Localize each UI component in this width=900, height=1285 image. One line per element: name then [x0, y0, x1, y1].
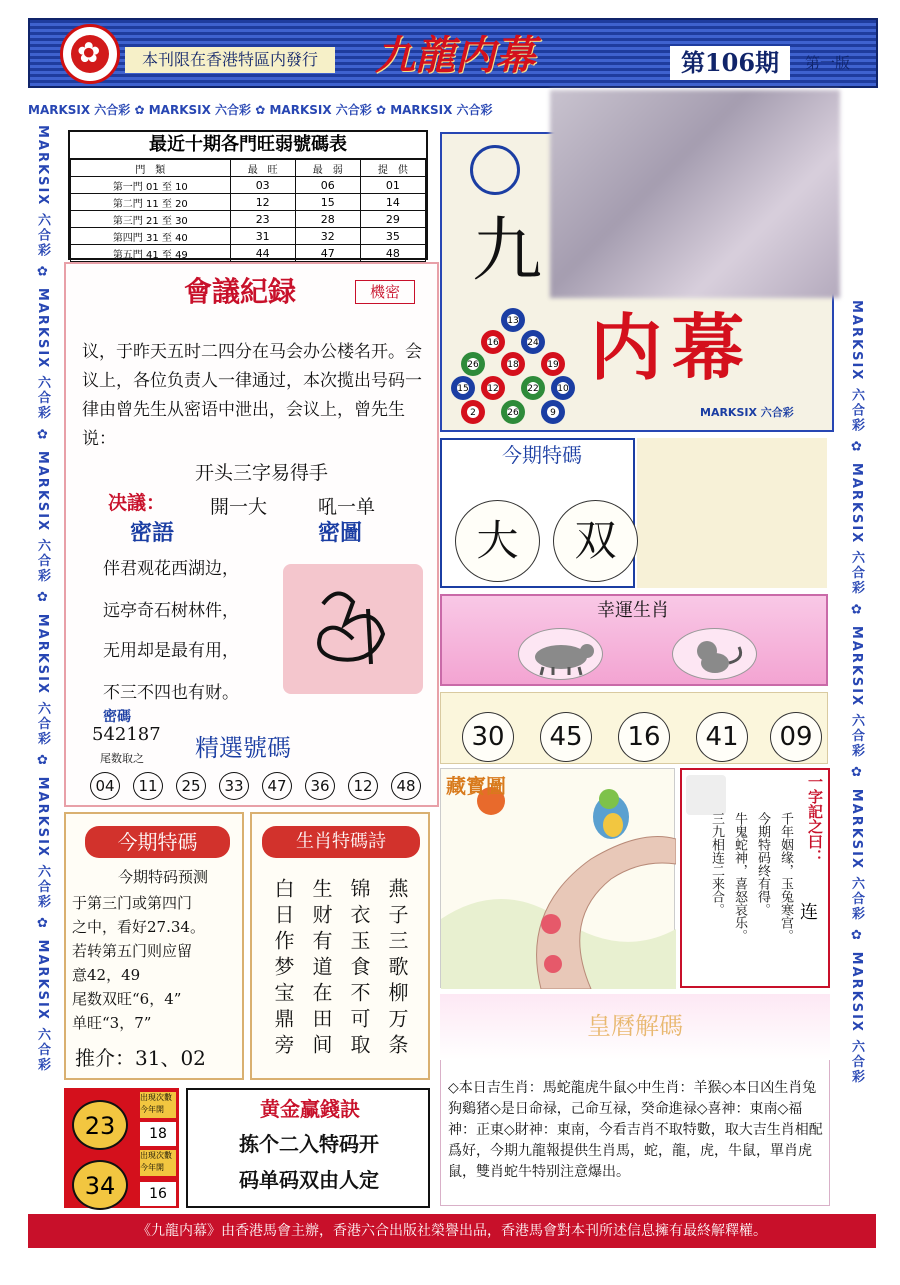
top-brand-strip: MARKSIX 六合彩 ✿ MARKSIX 六合彩 ✿ MARKSIX 六合彩 ✿ MARKSIX 六合彩 [28, 103, 493, 117]
poem-line: 无用却是最有用， [103, 641, 239, 661]
emblem-icon [470, 145, 520, 195]
svg-text:9: 9 [550, 408, 556, 418]
header-cell: 最 弱 [295, 160, 360, 177]
meeting-body: 议，于昨天五时二四分在马会办公楼名开。会议上，各位负责人一律通过，本次揽出号码一律由曾先生从密语中泄出，会议上，曾先生说： [82, 342, 422, 449]
selected-numbers-row [90, 772, 425, 800]
number-ball: 16 [618, 712, 670, 762]
number-ball: 33 [219, 772, 249, 800]
table-row [71, 228, 426, 245]
code-note: 尾数取之 [100, 752, 144, 765]
table-grid [70, 159, 426, 262]
meeting-quote: 开头三字易得手 [195, 462, 329, 484]
hit-label-a: 出現次數 [140, 1093, 172, 1102]
number-ball: 41 [696, 712, 748, 762]
brand-text: MARKSIX 六合彩 [849, 951, 864, 1085]
code-value: 542187 [92, 724, 161, 745]
prediction-line: 之中，看好27.34。 [72, 918, 205, 936]
golden-tip-title: 黄金赢錢訣 [260, 1097, 360, 1121]
confidential-tag: 機密 [355, 280, 415, 304]
table-cell: 03 [230, 177, 295, 194]
table-row [71, 245, 426, 262]
edition-label: 第一版 [805, 54, 851, 72]
number-ball: 30 [462, 712, 514, 762]
table-cell: 15 [295, 194, 360, 211]
prediction-recommendation: 推介：31、02 [75, 1046, 206, 1070]
table-header-row [71, 160, 426, 177]
right-brand-strip: MARKSIX 六合彩 ✿ MARKSIX 六合彩 ✿ MARKSIX 六合彩 ✿ MARKSIX 六合彩 ✿ MARKSIX 六合彩 [842, 300, 870, 1210]
resolution-2: 吼一单 [318, 496, 376, 518]
table-cell: 第五門 41 至 49 [71, 245, 231, 262]
poem-line: 远亭奇石树林件， [103, 601, 239, 621]
hand-icon [686, 775, 726, 815]
number-ball: 09 [770, 712, 822, 762]
brand-text: MARKSIX 六合彩 [849, 788, 864, 922]
table-cell: 12 [230, 194, 295, 211]
one-word-poem-col: 千年姻缘，玉兔寒宫。 [778, 812, 793, 942]
table-cell: 第二門 11 至 20 [71, 194, 231, 211]
footer-disclaimer: 《九龍内幕》由香港馬會主辦，香港六合出版社榮譽出品，香港馬會對本刊所述信息擁有最終解釋權。 [28, 1214, 876, 1248]
number-ball: 48 [391, 772, 421, 800]
table-cell: 44 [230, 245, 295, 262]
banner-title-2: 内幕 [590, 305, 755, 390]
left-brand-strip: MARKSIX 六合彩 ✿ MARKSIX 六合彩 ✿ MARKSIX 六合彩 ✿ MARKSIX 六合彩 ✿ MARKSIX 六合彩 ✿ MARKSIX 六合彩 [28, 125, 56, 1210]
brand-text: MARKSIX 六合彩 [35, 287, 50, 421]
hit-label-b: 今年開 [140, 1163, 164, 1172]
brand-text: MARKSIX 六合彩 [28, 103, 131, 117]
number-ball: 47 [262, 772, 292, 800]
hit-ball: 23 [72, 1100, 128, 1150]
monkey-icon [672, 628, 757, 680]
number-strength-table [68, 130, 428, 260]
banner-brand: MARKSIX 六合彩 [700, 406, 794, 419]
table-cell: 31 [230, 228, 295, 245]
svg-text:2: 2 [470, 408, 476, 418]
brand-text: MARKSIX 六合彩 [849, 300, 864, 433]
prediction-title: 今期特碼 [85, 826, 230, 858]
table-row [71, 194, 426, 211]
brand-text: MARKSIX 六合彩 [849, 462, 864, 596]
hit-label [140, 1150, 176, 1176]
svg-text:15: 15 [457, 384, 469, 394]
header-cell: 門 類 [71, 160, 231, 177]
prediction-line: 若转第五门则应留 [72, 942, 193, 960]
brand-text: MARKSIX 六合彩 [35, 125, 50, 258]
table-cell: 29 [360, 211, 425, 228]
header-cell: 提 供 [360, 160, 425, 177]
lottery-balls-graphic [448, 300, 578, 428]
table-cell: 32 [295, 228, 360, 245]
table-title: 最近十期各門旺弱號碼表 [70, 132, 426, 159]
svg-text:12: 12 [487, 384, 499, 394]
brand-text: MARKSIX 六合彩 [849, 625, 864, 759]
brand-text: MARKSIX 六合彩 [390, 103, 493, 117]
number-ball: 36 [305, 772, 335, 800]
zodiac-poem-title: 生肖特碼詩 [262, 826, 420, 858]
prediction-line: 单旺“3，7” [72, 1014, 152, 1032]
resolution-1: 開一大 [210, 496, 268, 518]
svg-text:10: 10 [557, 384, 569, 394]
svg-text:24: 24 [527, 338, 539, 348]
svg-text:13: 13 [507, 316, 519, 326]
ox-icon [518, 628, 603, 680]
number-ball: 45 [540, 712, 592, 762]
golden-tip-line: 码单码双由人定 [239, 1168, 379, 1192]
table-cell: 01 [360, 177, 425, 194]
brand-text: MARKSIX 六合彩 [35, 450, 50, 584]
number-ball: 04 [90, 772, 120, 800]
table-row [71, 177, 426, 194]
answer-even-ball: 双 [553, 500, 638, 582]
hit-label-a: 出現次數 [140, 1151, 172, 1160]
table-cell: 第四門 31 至 40 [71, 228, 231, 245]
treasure-picture-title: 藏寳圖 [446, 774, 506, 798]
meeting-title: 會議紀録 [183, 275, 296, 308]
hit-ball: 34 [72, 1160, 128, 1210]
svg-text:19: 19 [547, 360, 559, 370]
number-ball: 11 [133, 772, 163, 800]
one-word-poem-col: 三九相连二来合。 [709, 812, 724, 916]
svg-text:26: 26 [467, 360, 479, 370]
zodiac-poem-col: 白日作梦宝鼎旁 [271, 878, 295, 1060]
zodiac-poem-col: 生财有道在田间 [309, 878, 333, 1060]
brand-text: MARKSIX 六合彩 [35, 776, 50, 910]
secret-drawing [283, 564, 423, 694]
prediction-line: 于第三门或第四门 [72, 894, 193, 912]
almanac-body: ◇本日吉生肖：馬蛇龍虎牛鼠◇中生肖：羊猴◇本日凶生肖兔狗鷄猪◇是日命禄，己命互禄，癸命進禄◇喜神：東南◇福神：正東◇財神：東南，今看吉肖不取特數，取大吉生肖相配爲好，今期九龍報提供生肖馬，蛇，龍，虎，牛鼠，單肖虎鼠，雙肖蛇牛特别注意爆出。 [448, 1080, 823, 1180]
brand-text: MARKSIX 六合彩 [148, 103, 252, 117]
one-word-title: 一字記之曰： [806, 774, 824, 864]
svg-text:16: 16 [487, 338, 499, 348]
poem-line: 伴君观花西湖边， [103, 559, 239, 579]
hk-emblem-logo [60, 24, 120, 84]
brand-text: MARKSIX 六合彩 [269, 103, 372, 117]
issue-number: 第106期 [670, 46, 790, 80]
table-row [71, 211, 426, 228]
hit-label-b: 今年開 [140, 1105, 164, 1114]
zodiac-poem-col: 燕子三歌柳万条 [385, 878, 409, 1060]
prediction-line: 尾数双旺“6，4” [72, 990, 182, 1008]
bird-on-branch-icon [441, 769, 676, 989]
table-cell: 28 [295, 211, 360, 228]
masthead-title: 九龍内幕 [375, 32, 535, 79]
one-word-poem-col: 今期特码终有得。 [755, 812, 770, 916]
resolution-label: 决議： [108, 492, 166, 514]
brand-text: MARKSIX 六合彩 [35, 613, 50, 747]
one-word-poem-col: 牛鬼蛇神，喜怒哀乐。 [732, 812, 747, 942]
header-cell: 最 旺 [230, 160, 295, 177]
svg-text:18: 18 [507, 360, 519, 370]
table-cell: 23 [230, 211, 295, 228]
table-cell: 06 [295, 177, 360, 194]
number-ball: 25 [176, 772, 206, 800]
hit-count: 16 [140, 1182, 176, 1206]
poem-line: 不三不四也有财。 [103, 683, 239, 703]
svg-text:22: 22 [527, 384, 539, 394]
code-words-label: 密語 [130, 520, 175, 546]
banner-title-1: 九 [472, 209, 542, 291]
brand-text: MARKSIX 六合彩 [35, 939, 50, 1073]
one-word-answer: 连 [800, 902, 818, 923]
scribble-icon [283, 564, 423, 694]
table-cell: 第三門 21 至 30 [71, 211, 231, 228]
prediction-line: 今期特码预测 [118, 868, 209, 886]
treasure-picture [440, 768, 675, 988]
selected-numbers-label: 精選號碼 [195, 734, 291, 762]
almanac-title: 皇曆解碼 [587, 1012, 683, 1040]
table-cell: 48 [360, 245, 425, 262]
hit-count: 18 [140, 1122, 176, 1146]
table-cell: 47 [295, 245, 360, 262]
zodiac-poem-col: 锦衣玉食不可取 [347, 878, 371, 1060]
lucky-zodiac-title: 幸運生肖 [597, 600, 669, 621]
distribution-note: 本刊限在香港特區内發行 [125, 47, 335, 73]
answer-big-ball: 大 [455, 500, 540, 582]
table-cell: 14 [360, 194, 425, 211]
hit-label [140, 1092, 176, 1118]
blurred-overlay [550, 90, 840, 298]
table-cell: 第一門 01 至 10 [71, 177, 231, 194]
code-label: 密碼 [103, 709, 131, 725]
special-code-bg [637, 438, 827, 588]
golden-tip-line: 拣个二入特码开 [239, 1132, 379, 1156]
code-image-label: 密圖 [318, 520, 363, 546]
svg-text:26: 26 [507, 408, 519, 418]
number-ball: 12 [348, 772, 378, 800]
special-code-title: 今期特碼 [502, 443, 582, 467]
prediction-line: 意42，49 [72, 966, 141, 984]
table-cell: 35 [360, 228, 425, 245]
